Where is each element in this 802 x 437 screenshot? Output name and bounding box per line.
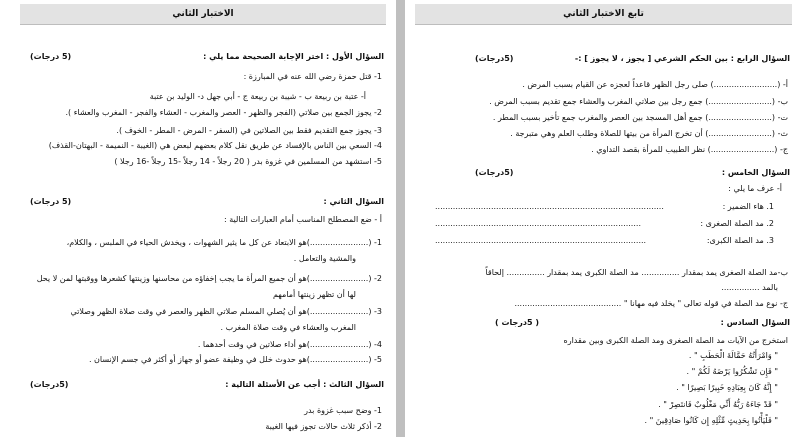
definition-item: 1. هاء الضمير :: [722, 202, 774, 211]
verse-item: " إِنَّهُ كَانَ بِعِبَادِهِ خَبِيرًا بَصِيرًا " .: [676, 383, 778, 392]
answer-line: ..........................................................................................: [435, 202, 664, 211]
question-4-item: ث- (.........................) أن تخرج المرأة من بيتها للصلاة وطلب العلم وهي متبرجة .: [510, 129, 788, 138]
question-2-title: السؤال الثاني :: [323, 197, 384, 206]
page-header: تابع الاختبار الثاني: [415, 4, 792, 25]
question-3-title: السؤال الثالث : أجب عن الأسئلة التالية :: [225, 380, 384, 389]
left-page: [0, 0, 396, 437]
question-2-item: 1- (.......................)هو الابتعاد عن كل ما يثير الشهوات ، ويخدش الحياء في الملبس ، والكلام،: [66, 238, 382, 247]
question-5-subtitle: أ- عرف ما يلي :: [728, 184, 782, 193]
verse-item: " فَلْيَأْتُوا بِحَدِيثٍ مِّثْلِهِ إِن كَانُوا صَادِقِينَ " .: [644, 416, 778, 425]
question-4-item: أ- (.........................) صلى رجل الظهر قاعداً لعجزه عن القيام بسبب المرض .: [522, 80, 788, 89]
question-1-item: 2- يجوز الجمع بين صلاتي (الفجر والظهر - العصر والمغرب - العشاء والفجر - المغرب والعشاء ).: [65, 108, 382, 117]
question-2-item-cont: والمشية والتعامل .: [293, 254, 356, 263]
verse-item: " قَدْ جَاءَهُ رَبُّهُ أَنِّي مَغْلُوبٌ فَانتَصِرْ " .: [658, 400, 778, 409]
question-1-item: 4- السعي بين الناس بالإفساد عن طريق نقل كلام بعضهم لبعض هي (الغيبة - النميمة - البهتان-القذف): [48, 141, 382, 150]
question-2-item-cont: المغرب والعشاء في وقت صلاة المغرب .: [220, 323, 356, 332]
question-6-marks: ( 5درجات ): [495, 318, 539, 327]
question-3-item: 2- أذكر ثلاث حالات تجوز فيها الغيبة: [265, 422, 382, 431]
question-3-item: 1- وضح سبب غزوة بدر: [304, 406, 382, 415]
page-header: الاختبار الثاني: [20, 4, 386, 25]
question-1-item: 3- يجوز جمع التقديم فقط بين الصلاتين في (السفر - المرض - المطر - الخوف ).: [116, 126, 382, 135]
question-1-options: أ- عتبة بن ربيعة ب - شيبة بن ربيعة ج - أبي جهل د- الوليد بن عتبة: [149, 92, 366, 101]
question-5-fill: بالمد ...............: [721, 283, 778, 292]
question-1-title: السؤال الأول : اختر الإجابة الصحيحة مما يلي :: [203, 52, 384, 61]
answer-line: .................................................................................: [435, 219, 641, 228]
question-6-title: السؤال السادس :: [720, 318, 790, 327]
question-4-item: ج- (.........................) نظر الطبيب للمرأة بقصد التداوي .: [591, 145, 788, 154]
question-5-fill: ب-مد الصلة الصغرى يمد بمقدار ............... مد الصلة الكبرى يمد بمقدار ............... إلحاقاً: [485, 268, 788, 277]
question-6-subtitle: استخرج من الآيات مد الصلة الصغرى ومد الصلة الكبرى وبين مقداره: [563, 336, 788, 345]
question-1-item: 5- استشهد من المسلمين في غزوة بدر ( 20 رجلاً - 14 رجلاً -15 رجلاً -16 رجلا ): [114, 157, 382, 166]
definition-item: 3. مد الصلة الكبرى:: [706, 236, 774, 245]
question-2-item: 2- (.......................)هو أن جميع المرأة ما يجب إخفاؤه من محاسنها وزينتها كشعرها ووقبتها لمن لا يحل: [36, 274, 382, 283]
question-5-marks: (5درجات): [475, 168, 514, 177]
question-4-item: ب- (.........................) جمع رجل بين صلاتي المغرب والعشاء جمع تقديم بسبب المرض .: [489, 97, 788, 106]
right-page: [405, 0, 802, 437]
question-2-item: 5- (.......................)هو حدوث خلل في وظيفة عضو أو جهاز أو أكثر في جسم الإنسان .: [88, 355, 382, 364]
definition-item: 2. مد الصلة الصغرى :: [700, 219, 774, 228]
verse-item: " فَإِن تَشْكُرُوا يَرْضَهُ لَكُمْ " .: [686, 367, 778, 376]
question-2-marks: (5 درجات): [30, 197, 72, 206]
question-3-marks: (5درجات): [30, 380, 69, 389]
question-1-item: 1- قتل حمزة رضي الله عنه في المبارزة :: [243, 72, 382, 81]
question-5-title: السؤال الخامس :: [721, 168, 790, 177]
question-4-title: السؤال الرابع : بين الحكم الشرعي [ يجوز ، لا يجوز ] :-: [574, 54, 790, 63]
question-2-item-cont: لها أن تظهر زينتها أمامهم: [272, 290, 356, 299]
answer-line: ...................................................................................: [435, 236, 647, 245]
question-2-subtitle: أ - ضع المصطلح المناسب أمام العبارات التالية :: [223, 215, 382, 224]
verse-item: " وَامْرَأَتُهُ حَمَّالَةَ الْحَطَبِ " .: [688, 351, 778, 360]
question-4-item: ت- (.........................) جمع أهل المسجد بين العصر والمغرب جمع تأخير بسبب المطر .: [492, 113, 788, 122]
question-4-marks: (5درجات): [475, 54, 514, 63]
question-1-marks: (5 درجات): [30, 52, 72, 61]
question-5-fill: ج- نوع مد الصلة في قوله تعالى " يخلد فيه مهانا " ..........................................: [514, 299, 788, 308]
question-2-item: 4- (.......................)هو أداء صلاتين في وقت أحدهما .: [197, 340, 382, 349]
question-2-item: 3- (.......................)هو أن يُصلي المسلم صلاتي الظهر والعصر في وقت صلاة الظهر وصلاتي: [70, 307, 382, 316]
